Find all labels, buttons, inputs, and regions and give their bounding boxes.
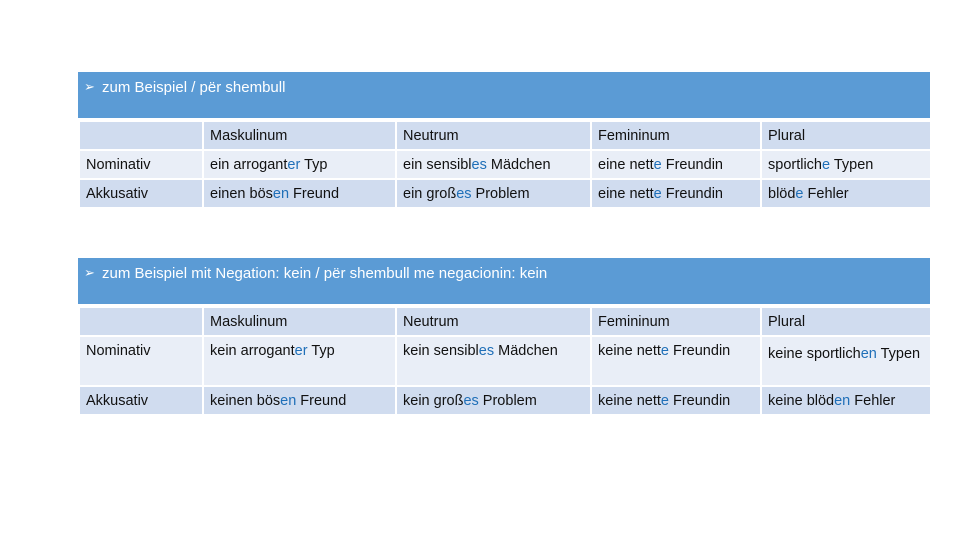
- column-header: Femininum: [591, 307, 761, 336]
- column-header: Maskulinum: [203, 121, 396, 150]
- table-row: [79, 150, 931, 179]
- noun: Typ: [307, 343, 335, 359]
- word-stem: keine blöd: [768, 393, 835, 409]
- word-stem: einen bös: [210, 186, 273, 202]
- column-header: Maskulinum: [203, 307, 396, 336]
- table-cell: [761, 150, 931, 179]
- table-cell: [396, 386, 591, 415]
- table-cell: [203, 336, 396, 386]
- word-stem: eine nett: [598, 157, 654, 173]
- noun: Mädchen: [486, 157, 551, 173]
- table-row: [79, 386, 931, 415]
- adjective-ending: e: [653, 186, 662, 202]
- table-header-row: [79, 307, 931, 336]
- table-cell: [396, 336, 591, 386]
- adjective-ending: er: [287, 157, 301, 173]
- column-header: [79, 121, 203, 150]
- case-label: Nominativ: [79, 336, 203, 386]
- word-stem: ein groß: [403, 186, 457, 202]
- adjective-ending: es: [478, 343, 495, 359]
- column-header: Plural: [761, 121, 931, 150]
- adjective-ending: e: [822, 157, 831, 173]
- table-cell: [761, 386, 931, 415]
- column-header: Neutrum: [396, 121, 591, 150]
- arrow-bullet-icon: ➢: [84, 265, 95, 280]
- word-stem: keine sportlich: [768, 346, 861, 362]
- example-section: [78, 72, 930, 209]
- noun: Freundin: [668, 343, 731, 359]
- word-stem: eine nett: [598, 186, 654, 202]
- noun: Typen: [830, 157, 874, 173]
- table-cell: [591, 386, 761, 415]
- noun: Freundin: [668, 393, 731, 409]
- column-header: Neutrum: [396, 307, 591, 336]
- table-cell: [761, 179, 931, 208]
- table-cell: [203, 150, 396, 179]
- word-stem: keine nett: [598, 343, 661, 359]
- table-row: [79, 336, 931, 386]
- noun: Freundin: [661, 157, 723, 173]
- noun: Freund: [289, 186, 340, 202]
- table-cell: [761, 336, 931, 386]
- word-stem: keine nett: [598, 393, 661, 409]
- table-cell: [396, 179, 591, 208]
- table-cell: [591, 336, 761, 386]
- adjective-ending: en: [272, 186, 290, 202]
- noun: Typen: [876, 346, 921, 362]
- noun: Fehler: [803, 186, 849, 202]
- noun: Mädchen: [494, 343, 558, 359]
- column-header: Plural: [761, 307, 931, 336]
- adjective-ending: en: [280, 393, 297, 409]
- noun: Problem: [478, 393, 537, 409]
- declension-table: [78, 306, 932, 416]
- table-cell: [396, 150, 591, 179]
- word-stem: sportlich: [768, 157, 822, 173]
- section-header: [78, 258, 930, 306]
- case-label: Nominativ: [79, 150, 203, 179]
- adjective-ending: e: [653, 157, 662, 173]
- section-header: [78, 72, 930, 120]
- word-stem: keinen bös: [210, 393, 281, 409]
- table-cell: [203, 386, 396, 415]
- word-stem: blöd: [768, 186, 796, 202]
- word-stem: kein arrogant: [210, 343, 295, 359]
- adjective-ending: es: [463, 393, 479, 409]
- column-header: [79, 307, 203, 336]
- word-stem: kein sensibl: [403, 343, 479, 359]
- word-stem: ein arrogant: [210, 157, 288, 173]
- table-cell: [591, 150, 761, 179]
- adjective-ending: es: [456, 186, 472, 202]
- word-stem: ein sensibl: [403, 157, 472, 173]
- table-cell: [591, 179, 761, 208]
- adjective-ending: en: [834, 393, 851, 409]
- negation-example-section: [78, 258, 930, 416]
- section-title: zum Beispiel mit Negation: kein / për shembull me negacionin: kein: [102, 265, 548, 282]
- adjective-ending: es: [471, 157, 487, 173]
- section-title: zum Beispiel / për shembull: [102, 79, 286, 96]
- adjective-ending: e: [660, 393, 669, 409]
- case-label: Akkusativ: [79, 179, 203, 208]
- column-header: Femininum: [591, 121, 761, 150]
- noun: Problem: [471, 186, 530, 202]
- adjective-ending: en: [860, 346, 877, 362]
- noun: Fehler: [850, 393, 896, 409]
- noun: Freund: [296, 393, 347, 409]
- table-row: [79, 179, 931, 208]
- table-cell: [203, 179, 396, 208]
- adjective-ending: er: [294, 343, 308, 359]
- table-header-row: [79, 121, 931, 150]
- noun: Freundin: [661, 186, 723, 202]
- arrow-bullet-icon: ➢: [84, 79, 95, 94]
- adjective-ending: e: [795, 186, 804, 202]
- case-label: Akkusativ: [79, 386, 203, 415]
- word-stem: kein groß: [403, 393, 464, 409]
- adjective-ending: e: [660, 343, 669, 359]
- noun: Typ: [300, 157, 328, 173]
- declension-table: [78, 120, 932, 209]
